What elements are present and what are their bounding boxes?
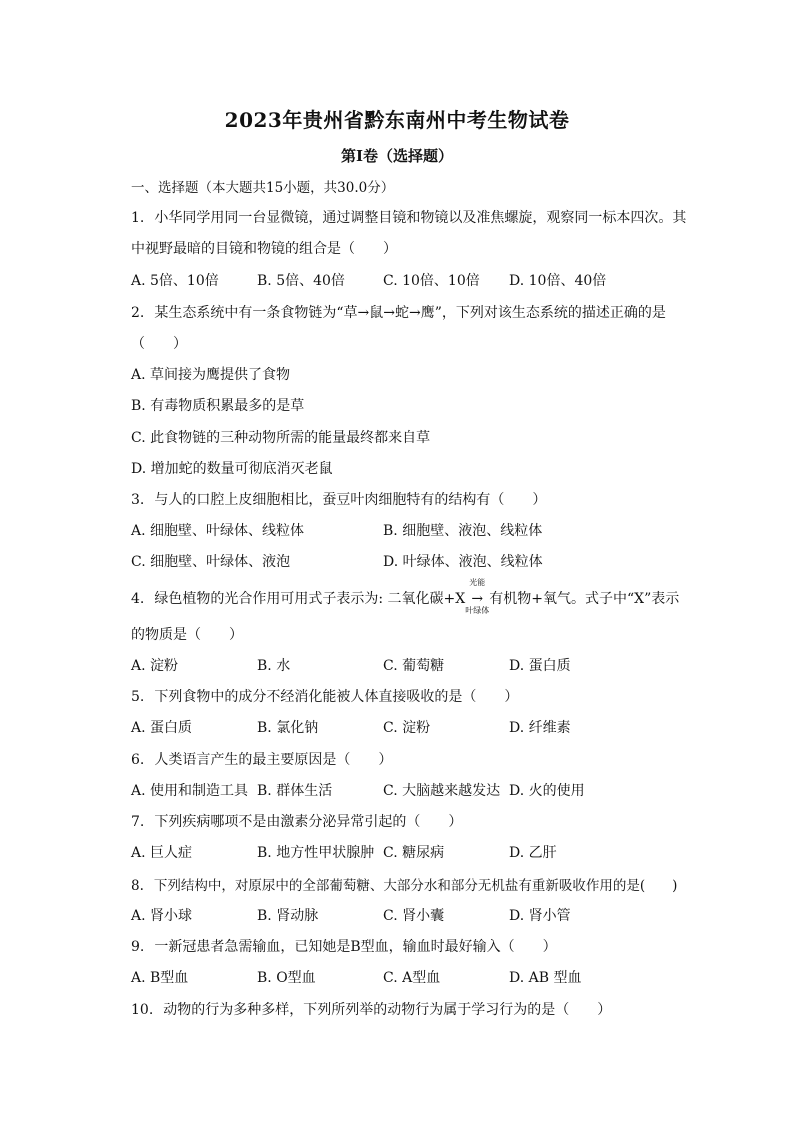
q9-option-d: D. AB 型血 <box>509 970 582 986</box>
question-text: 动物的行为多种多样，下列所列举的动物行为属于学习行为的是（ ） <box>163 1002 612 1018</box>
q4-option-b: B. 水 <box>257 658 291 674</box>
q2-option-a: A. 草间接为鹰提供了食物 <box>131 367 291 383</box>
question-text-a: 绿色植物的光合作用可用式子表示为: 二氧化碳+X <box>154 591 466 607</box>
section-heading: 一、选择题（本大题共15小题，共30.0分） <box>131 180 395 196</box>
q3-option-a: A. 细胞壁、叶绿体、线粒体 <box>131 523 305 539</box>
page-title: 2023年贵州省黔东南州中考生物试卷 <box>224 108 570 132</box>
q8-option-c: C. 肾小囊 <box>383 908 445 924</box>
question-4-continuation: 的物质是（ ） <box>131 627 243 643</box>
q6-option-a: A. 使用和制造工具 <box>131 783 249 799</box>
q2-option-d: D. 增加蛇的数量可彻底消灭老鼠 <box>131 461 333 477</box>
q8-option-b: B. 肾动脉 <box>257 908 319 924</box>
q7-option-c: C. 糖尿病 <box>383 845 445 861</box>
question-text: 人类语言产生的最主要原因是（ ） <box>154 752 393 768</box>
q6-option-b: B. 群体生活 <box>257 783 333 799</box>
question-2-continuation: （ ） <box>131 336 187 352</box>
question-1: 1. 小华同学用同一台显微镜，通过调整目镜和物镜以及准焦螺旋，观察同一标本四次。其 <box>131 210 687 226</box>
question-3: 3. 与人的口腔上皮细胞相比，蚕豆叶肉细胞特有的结构有（ ） <box>131 492 547 508</box>
question-text: 一新冠患者急需输血，已知她是B型血，输血时最好输入（ ） <box>154 939 557 955</box>
question-1-continuation: 中视野最暗的目镜和物镜的组合是（ ） <box>131 241 397 257</box>
q4-option-c: C. 葡萄糖 <box>383 658 445 674</box>
q4-option-a: A. 淀粉 <box>131 658 179 674</box>
question-10: 10. 动物的行为多种多样，下列所列举的动物行为属于学习行为的是（ ） <box>131 1002 612 1018</box>
q5-option-c: C. 淀粉 <box>383 720 431 736</box>
q1-option-d: D. 10倍、40倍 <box>509 273 607 289</box>
reaction-arrow <box>465 578 490 615</box>
question-text: 下列结构中，对原尿中的全部葡萄糖、大部分水和部分无机盐有重新吸收作用的是( ) <box>153 878 678 894</box>
question-text: 小华同学用同一台显微镜，通过调整目镜和物镜以及准焦螺旋，观察同一标本四次。其 <box>154 210 687 226</box>
arrow-icon: → <box>471 591 484 607</box>
q1-option-b: B. 5倍、40倍 <box>257 273 345 289</box>
q8-option-a: A. 肾小球 <box>131 908 193 924</box>
q8-option-d: D. 肾小管 <box>509 908 571 924</box>
q9-option-c: C. A型血 <box>383 970 441 986</box>
q6-option-d: D. 火的使用 <box>509 783 585 799</box>
question-4: 4. 绿色植物的光合作用可用式子表示为: 二氧化碳+X 光能 → 叶绿体 有机物+氧气。式子中“X”表示 <box>131 578 680 615</box>
question-text: 下列疾病哪项不是由激素分泌异常引起的（ ） <box>154 814 463 830</box>
arrow-label-bottom: 叶绿体 <box>465 606 490 615</box>
q9-option-a: A. B型血 <box>131 970 189 986</box>
question-text: 与人的口腔上皮细胞相比，蚕豆叶肉细胞特有的结构有（ ） <box>154 492 547 508</box>
q2-option-b: B. 有毒物质积累最多的是草 <box>131 398 305 414</box>
q3-option-c: C. 细胞壁、叶绿体、液泡 <box>131 554 291 570</box>
q5-option-b: B. 氯化钠 <box>257 720 319 736</box>
q4-option-d: D. 蛋白质 <box>509 658 571 674</box>
question-text-b: 有机物+氧气。式子中“X”表示 <box>489 591 680 607</box>
q1-option-c: C. 10倍、10倍 <box>383 273 480 289</box>
q5-option-a: A. 蛋白质 <box>131 720 193 736</box>
q3-option-d: D. 叶绿体、液泡、线粒体 <box>383 554 543 570</box>
q6-option-c: C. 大脑越来越发达 <box>383 783 501 799</box>
question-text: 某生态系统中有一条食物链为“草→鼠→蛇→鹰”，下列对该生态系统的描述正确的是 <box>154 305 666 321</box>
page-subtitle: 第I卷（选择题） <box>340 147 454 165</box>
q9-option-b: B. O型血 <box>257 970 316 986</box>
question-6: 6. 人类语言产生的最主要原因是（ ） <box>131 752 393 768</box>
q5-option-d: D. 纤维素 <box>509 720 571 736</box>
q1-option-a: A. 5倍、10倍 <box>131 273 219 289</box>
question-text: 下列食物中的成分不经消化能被人体直接吸收的是（ ） <box>154 689 519 705</box>
question-5: 5. 下列食物中的成分不经消化能被人体直接吸收的是（ ） <box>131 689 519 705</box>
q7-option-b: B. 地方性甲状腺肿 <box>257 845 375 861</box>
q7-option-a: A. 巨人症 <box>131 845 193 861</box>
question-9: 9. 一新冠患者急需输血，已知她是B型血，输血时最好输入（ ） <box>131 939 557 955</box>
q7-option-d: D. 乙肝 <box>509 845 557 861</box>
question-8: 8. 下列结构中，对原尿中的全部葡萄糖、大部分水和部分无机盐有重新吸收作用的是( ) <box>131 878 678 894</box>
q2-option-c: C. 此食物链的三种动物所需的能量最终都来自草 <box>131 430 431 446</box>
question-2: 2. 某生态系统中有一条食物链为“草→鼠→蛇→鹰”，下列对该生态系统的描述正确的是 <box>131 305 666 321</box>
q3-option-b: B. 细胞壁、液泡、线粒体 <box>383 523 543 539</box>
arrow-label-top: 光能 <box>469 578 486 587</box>
question-7: 7. 下列疾病哪项不是由激素分泌异常引起的（ ） <box>131 814 463 830</box>
